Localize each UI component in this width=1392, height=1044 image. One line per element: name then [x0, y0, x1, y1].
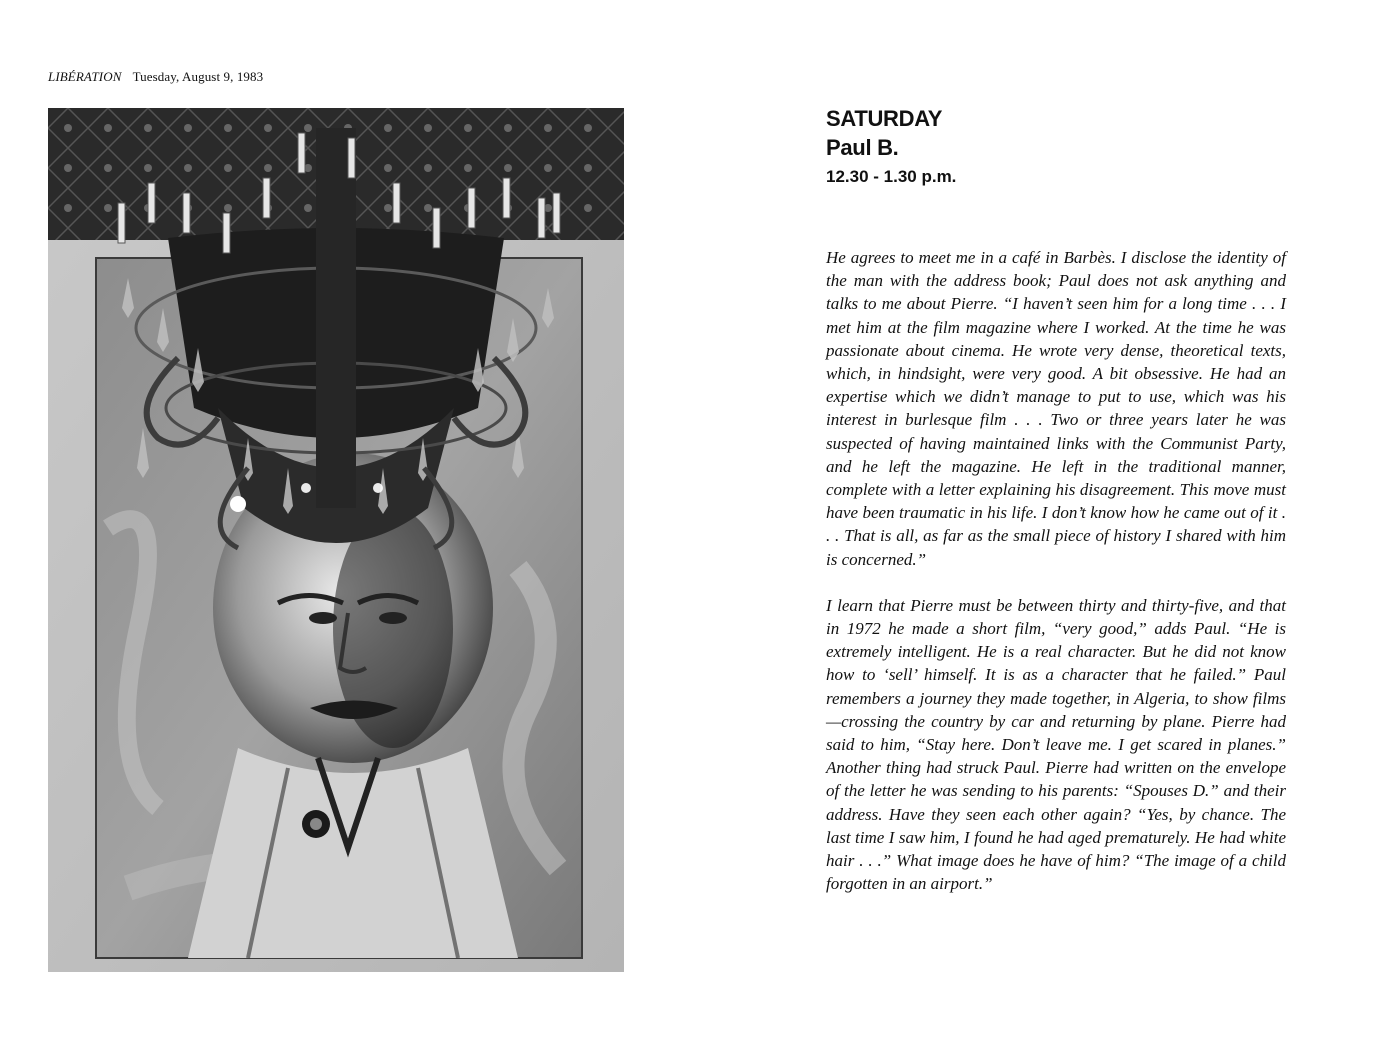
paragraph: I learn that Pierre must be between thirty and thirty-five, and that in 1972 he made a short film, “very good,” adds Paul. “He is extremely intelligent. He is a real character. But he did not know how to ‘sell’ himself. It is as a character that he failed.” Paul remembers a journey they made together, in Algeria, to show films—crossing the country by car and returning by plane. Pierre had said to him, “Stay here. Don’t leave me. I get scared in planes.” Another thing had struck Paul. Pierre had written on the envelope of the letter he was sending to his parents: “Spouses D.” and their address. Have they seen each other again? “Yes, by chance. The last time I saw him, I found he had aged prematurely. He had white hair . . .” What image does he have of him? “The image of a child forgotten in an airport.” — [826, 595, 1286, 894]
photograph — [48, 108, 624, 972]
masthead-date: Tuesday, August 9, 1983 — [132, 69, 264, 84]
masthead — [48, 69, 263, 85]
paragraph: He agrees to meet me in a café in Barbès. I disclose the identity of the man with the address book; Paul does not ask anything and talks to me about Pierre. “I haven’t seen him for a long time . . . I met him at the film magazine where I worked. At the time he was passionate about cinema. He wrote very dense, theoretical texts, which, in hindsight, were very good. A bit obsessive. He had an expertise which we didn’t manage to put to use, which was his interest in burlesque film . . . Two or three years later he was suspected of having maintained links with the Communist Party, and he left the magazine. He left in the traditional manner, complete with a letter explaining his disagreement. This move must have been traumatic in his life. I don’t know how he came out of it . . . That is all, as far as the small piece of history I shared with him is concerned.” — [826, 248, 1286, 569]
article-body — [826, 246, 1286, 918]
section-heading — [826, 104, 956, 190]
person-name: Paul B. — [826, 135, 899, 160]
time-range: 12.30 - 1.30 p.m. — [826, 167, 957, 186]
newspaper-name: LIBÉRATION — [48, 69, 122, 84]
chandelier-portrait-image — [48, 108, 624, 972]
day-heading: SATURDAY — [826, 106, 943, 131]
